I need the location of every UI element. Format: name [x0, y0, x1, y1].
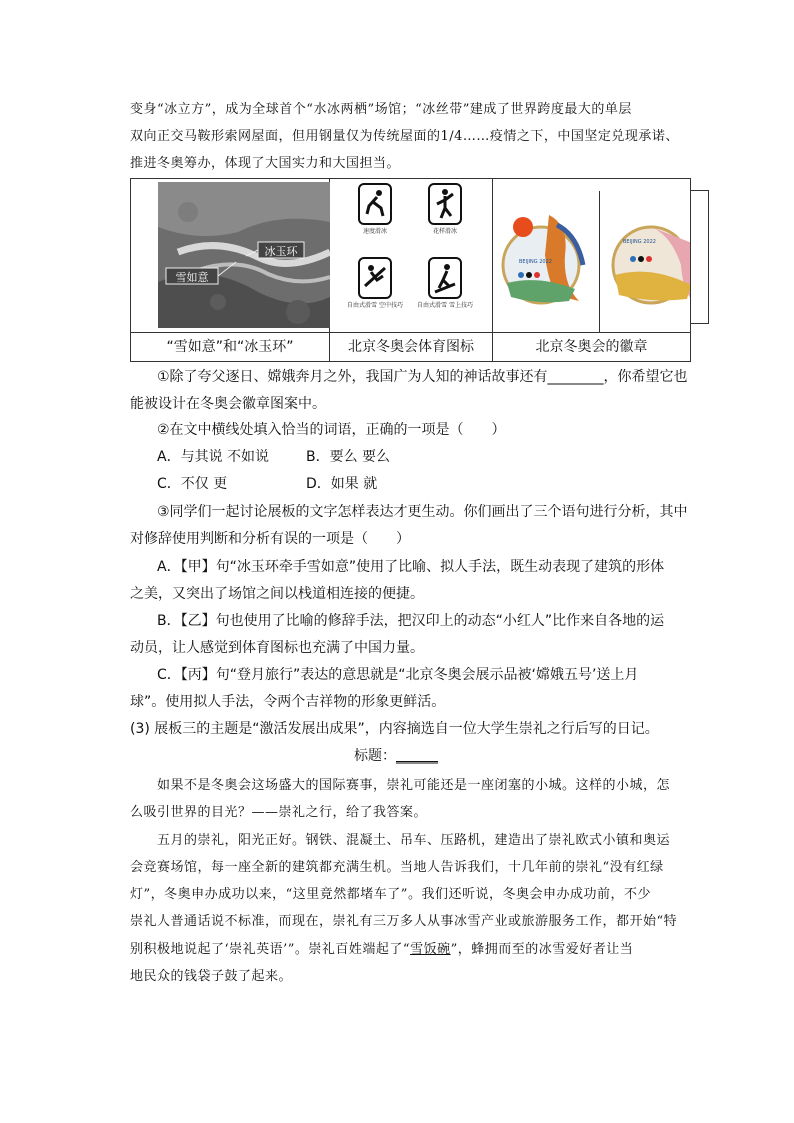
- aerial-skiing-icon: [358, 257, 392, 299]
- intro-line-2: 双向正交马鞍形索网屋面，但用钢量仅为传统屋面的1/4……疫情之下，中国坚定兑现承诺、: [130, 129, 679, 144]
- badge-1-text: BEIJING 2022: [519, 259, 552, 265]
- sport-label-1: 速度滑冰: [362, 228, 387, 235]
- badge-1-frame: [493, 191, 600, 332]
- diary-p2-line-2: 会竞赛场馆，每一座全新的建筑都充满生机。当地人告诉我们，十几年前的崇礼“没有红绿: [130, 860, 664, 875]
- sport-label-3: 自由式滑雪 空中技巧: [347, 302, 403, 309]
- map-label-xueruyi: 雪如意: [175, 271, 209, 284]
- q3-line-2: 对修辞使用判断和分析有误的一项是（ ）: [130, 531, 410, 547]
- badges-cell: [493, 179, 690, 332]
- diary-p2-line-1: 五月的崇礼，阳光正好。钢铁、混凝土、吊车、压路机，建造出了崇礼欧式小镇和奥运: [157, 833, 671, 848]
- q1-line-2: 能被设计在冬奥会徽章图案中。: [130, 396, 326, 412]
- diary-p2-line-5: [130, 938, 633, 957]
- q3-option-b-1: B．【乙】句也使用了比喻的修辞手法，把汉印上的动态“小红人”比作来自各地的运: [157, 613, 665, 629]
- q3-line-1: ③同学们一起讨论展板的文字怎样表达才更生动。你们画出了三个语句进行分析，其中: [157, 504, 688, 520]
- badge-kuafu-image: [611, 205, 690, 315]
- caption-sports: 北京冬奥会体育图标: [330, 333, 493, 362]
- q3-option-c-2: 球”。使用拟人手法，令两个吉祥物的形象更鲜活。: [130, 694, 446, 710]
- diary-p2-line-5-c: ”，蜂拥而至的冰雪爱好者让当: [450, 942, 634, 957]
- q3-option-b-2: 动员，让人感觉到体育图标也充满了中国力量。: [130, 640, 424, 656]
- diary-p2-line-4: 崇礼人普通话说不标准，而现在，崇礼有三万多人从事冰雪产业或旅游服务工作，都开始“特: [130, 914, 678, 929]
- sport-label-4: 自由式滑雪 雪上技巧: [417, 302, 473, 309]
- badge-2-frame: [599, 191, 690, 332]
- title-blank: ______: [396, 748, 438, 764]
- title-label: 标题：: [354, 748, 396, 764]
- diary-p1-line-2: 么吸引世界的目光？——崇礼之行，给了我答案。: [130, 805, 428, 820]
- q3-option-a-1: A．【甲】句“冰玉环牵手雪如意”使用了比喻、拟人手法，既生动表现了建筑的形体: [157, 559, 665, 575]
- map-label-bingyuhuan: 冰玉环: [264, 245, 298, 258]
- figure-skating-icon: [428, 183, 462, 225]
- part3-intro: (3) 展板三的主题是“激活发展出成果”，内容摘选自一位大学生崇礼之行后写的日记。: [130, 721, 659, 737]
- q2-stem: ②在文中横线处填入恰当的词语，正确的一项是（ ）: [157, 422, 506, 438]
- diary-p2-line-5-a: 别积极地说起了‘崇礼英语’”。崇礼百姓端起了“: [130, 942, 411, 957]
- q2-option-a: A．与其说 不如说: [157, 449, 270, 465]
- diary-p2-line-3: 灯”，冬奥申办成功以来，“这里竟然都堵车了”。我们还听说，冬奥会申办成功前，不少: [130, 887, 651, 902]
- aerial-map-image: [158, 182, 330, 328]
- map-cell: [131, 179, 330, 332]
- sports-icons-cell: [330, 179, 493, 332]
- q2-option-d: D．如果 就: [306, 476, 378, 492]
- q2-option-b: B．要么 要么: [306, 449, 391, 465]
- diary-p2-line-6: 地民众的钱袋子鼓了起来。: [130, 969, 293, 984]
- underlined-xue-fan-wan: 雪饭碗: [410, 942, 451, 957]
- q2-option-c: C．不仅 更: [157, 476, 228, 492]
- caption-badges: 北京冬奥会的徽章: [535, 339, 648, 355]
- intro-line-1: 变身“冰立方”，成为全球首个“水冰两栖”场馆；“冰丝带”建成了世界跨度最大的单层: [130, 102, 632, 117]
- badge-frame-overflow: [691, 190, 709, 324]
- speed-skating-icon: [358, 183, 392, 225]
- caption-row: [131, 332, 690, 361]
- diary-p1-line-1: 如果不是冬奥会这场盛大的国际赛事，崇礼可能还是一座闭塞的小城。这样的小城，怎: [157, 778, 671, 793]
- intro-line-3: 推进冬奥筹办，体现了大国实力和大国担当。: [130, 156, 401, 171]
- q3-option-a-2: 之美，又突出了场馆之间以栈道相连接的便捷。: [130, 586, 424, 602]
- q1-line-1: ①除了夸父逐日、嫦娥奔月之外，我国广为人知的神话故事还有________，你希望它也: [157, 369, 688, 385]
- q3-option-c-1: C．【丙】句“登月旅行”表达的意思就是“北京冬奥会展示品被‘嫦娥五号’送上月: [157, 667, 639, 683]
- caption-map: “雪如意”和“冰玉环”: [131, 333, 330, 362]
- moguls-skiing-icon: [428, 257, 462, 299]
- diary-title: [354, 745, 438, 765]
- badge-2-text: BEIJING 2022: [623, 239, 656, 245]
- figure-table: [130, 178, 691, 362]
- sport-label-2: 花样滑冰: [432, 228, 457, 235]
